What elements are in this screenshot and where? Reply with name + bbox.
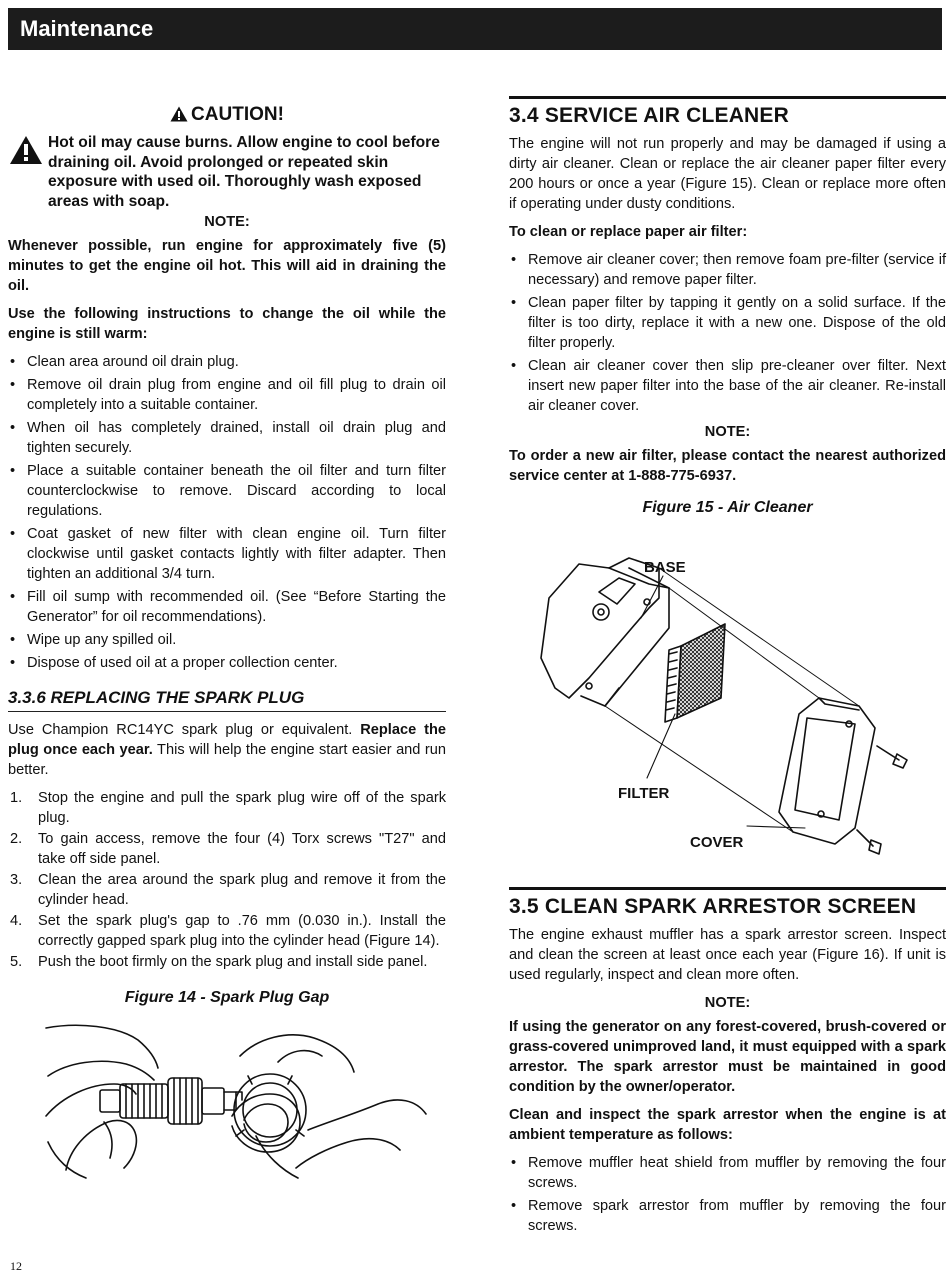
air-cleaner-heading: 3.4 SERVICE AIR CLEANER <box>509 96 946 129</box>
spark-plug-intro-bold: Replace the plug once each year. <box>8 722 447 758</box>
note-label: NOTE: <box>704 424 751 440</box>
step-number: 1. <box>10 790 23 806</box>
list-item <box>8 952 446 972</box>
cover-label: COVER <box>690 834 744 851</box>
list-item: • Remove spark arrestor from muffler by removing the four screws. <box>509 1196 946 1236</box>
note-label: NOTE: <box>704 995 751 1011</box>
step-number: 2. <box>10 831 23 847</box>
filter-label: FILTER <box>618 785 670 802</box>
warning-triangle-icon <box>9 135 43 165</box>
step-number: 4. <box>10 913 23 929</box>
figure-14-caption: Figure 14 - Spark Plug Gap <box>124 989 330 1006</box>
list-item: • Clean area around oil drain plug. <box>8 352 446 372</box>
caution-title: CAUTION! <box>191 104 284 125</box>
right-column <box>509 96 946 1242</box>
step-text: Stop the engine and pull the spark plug wire off of the spark plug. <box>38 790 446 826</box>
caution-text: Hot oil may cause burns. Allow engine to cool before draining oil. Avoid prolonged or repeated skin exposure with used oil. Thoroughly wash exposed areas with soap. <box>48 134 440 210</box>
list-item: • When oil has completely drained, install oil drain plug and tighten securely. <box>8 418 446 458</box>
step-text: Set the spark plug's gap to .76 mm (0.030 in.). Install the correctly gapped spark plug into the cylinder head (Figure 14). <box>38 913 446 949</box>
spark-arrestor-heading: 3.5 CLEAN SPARK ARRESTOR SCREEN <box>509 887 946 920</box>
warning-triangle-icon <box>170 106 188 122</box>
spark-plug-steps <box>8 788 446 972</box>
step-text: Push the boot firmly on the spark plug and install side panel. <box>38 954 428 970</box>
air-filter-subheading: To clean or replace paper air filter: <box>509 224 748 240</box>
section-title: Maintenance <box>20 16 154 41</box>
list-item <box>8 911 446 951</box>
note-text: Whenever possible, run engine for approximately five (5) minutes to get the engine oil hot. This will aid in draining the oil. <box>8 238 446 294</box>
spark-plug-heading: 3.3.6 REPLACING THE SPARK PLUG <box>8 687 446 712</box>
spark-plug-intro-end: This will help the engine start easier and run better. <box>8 742 446 778</box>
spark-plug-gap-illustration <box>8 1018 446 1193</box>
spark-plug-intro <box>8 720 446 780</box>
list-item <box>8 788 446 828</box>
list-item: • Clean air cleaner cover then slip pre-cleaner over filter. Next insert new paper filter into the base of the air cleaner. Re-install air cleaner cover. <box>509 356 946 416</box>
step-text: To gain access, remove the four (4) Torx screws "T27" and take off side panel. <box>38 831 446 867</box>
list-item: • Remove muffler heat shield from muffler by removing the four screws. <box>509 1153 946 1193</box>
section-header-bar <box>8 8 942 50</box>
left-column <box>8 96 446 1199</box>
air-filter-steps <box>509 250 946 416</box>
base-label: BASE <box>644 559 686 576</box>
list-item <box>8 870 446 910</box>
oil-change-steps <box>8 352 446 673</box>
air-cleaner-intro: The engine will not run properly and may be damaged if using a dirty air cleaner. Clean or replace the air cleaner paper filter every 200 hours or once a year (Figure 15). Clean or replace more often if operating under dusty conditions. <box>509 136 946 212</box>
list-item: • Coat gasket of new filter with clean engine oil. Turn filter clockwise until gasket contacts lightly with filter adapter. Then tighten an additional 3/4 turn. <box>8 524 446 584</box>
list-item: • Clean paper filter by tapping it gently on a solid surface. If the filter is too dirty, replace it with a new one. Dispose of the old filter properly. <box>509 293 946 353</box>
list-item: • Remove air cleaner cover; then remove foam pre-filter (service if necessary) and remove paper filter. <box>509 250 946 290</box>
oil-instructions-intro: Use the following instructions to change the oil while the engine is still warm: <box>8 306 446 342</box>
air-cleaner-illustration <box>509 528 946 873</box>
list-item: • Place a suitable container beneath the oil filter and turn filter counterclockwise to remove. Discard according to local regulations. <box>8 461 446 521</box>
spark-arrestor-instructions-intro: Clean and inspect the spark arrestor when the engine is at ambient temperature as follows: <box>509 1107 946 1143</box>
caution-block <box>8 133 446 211</box>
figure-15-caption: Figure 15 - Air Cleaner <box>642 499 813 516</box>
air-filter-order-note: To order a new air filter, please contact the nearest authorized service center at 1-888-775-6937. <box>509 448 946 484</box>
step-number: 5. <box>10 954 23 970</box>
spark-arrestor-steps <box>509 1153 946 1236</box>
list-item: • Wipe up any spilled oil. <box>8 630 446 650</box>
step-number: 3. <box>10 872 23 888</box>
list-item: • Dispose of used oil at a proper collection center. <box>8 653 446 673</box>
spark-arrestor-note: If using the generator on any forest-covered, brush-covered or grass-covered unimproved land, it must equipped with a spark arrestor. The spark arrestor must be maintained in good condition by the owner/operator. <box>509 1019 946 1095</box>
caution-heading <box>8 103 446 127</box>
spark-plug-intro-start: Use Champion RC14YC spark plug or equivalent. <box>8 722 361 738</box>
note-label: NOTE: <box>204 214 250 230</box>
list-item <box>8 829 446 869</box>
list-item: • Fill oil sump with recommended oil. (See “Before Starting the Generator” for oil recommendations). <box>8 587 446 627</box>
page-number: 12 <box>10 1259 22 1273</box>
spark-arrestor-intro: The engine exhaust muffler has a spark arrestor screen. Inspect and clean the screen at least once each year (Figure 16). If unit is used regularly, inspect and clean more often. <box>509 927 946 983</box>
step-text: Clean the area around the spark plug and remove it from the cylinder head. <box>38 872 446 908</box>
list-item: • Remove oil drain plug from engine and oil fill plug to drain oil completely into a suitable container. <box>8 375 446 415</box>
